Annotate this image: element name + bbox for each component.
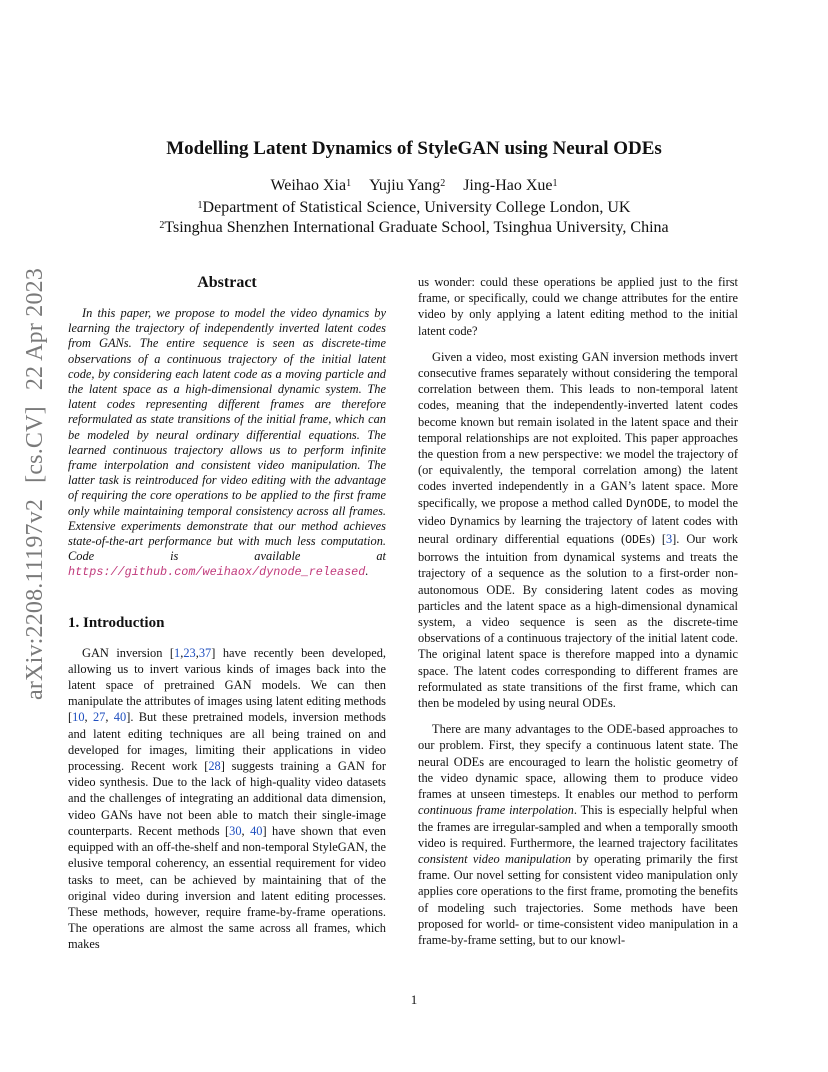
author-list (0, 176, 828, 196)
text: ] suggests training a GAN for video synthesis. Due to the lack of high-quality video datasets and the challenges of integrating an additional data dimension, video GANs have not been able to match their single-image counterparts. Recent methods [ (68, 759, 386, 838)
affiliation-mark: 1 (552, 178, 558, 189)
citation[interactable]: 40 (113, 710, 127, 725)
author (463, 177, 557, 194)
abstract-body: In this paper, we propose to model the video dynamics by learning the trajectory of independently inverted latent codes from GANs. The entire sequence is seen as discrete-time observations of a continuous trajectory of the initial latent code, by considering each latent code as a moving particle and the latent space as a high-dimensional dynamic system. The latent codes representing different frames are therefore reformulated as state transitions of the initial frame, which can be modeled by neural ordinary differential equations. The learned continuous trajectory allows us to perform infinite frame interpolation and consistent video manipulation. The latter task is reintroduced for video editing with the advantage of requiring the core operations to be applied to the first frame only while maintaining temporal consistency across all frames. Extensive experiments demonstrate that our method achieves state-of-the-art performance but with much less computation. Code is available at (68, 306, 386, 564)
paragraph (418, 349, 738, 711)
paragraph (418, 721, 738, 948)
arxiv-date: 22 Apr 2023 (22, 267, 48, 391)
affiliation-text: Department of Statistical Science, University College London, UK (202, 199, 631, 216)
abstract-text (68, 306, 386, 581)
method-name: Dyn (449, 515, 471, 529)
affiliation (0, 198, 828, 218)
affiliation-mark: 2 (159, 220, 165, 231)
text: . This is especially helpful when the frames are irregular-sampled and when a temporally smooth video is required. Furthermore, the learned trajectory facilitates (418, 803, 738, 850)
text: ] have shown that even equipped with an off-the-shelf and non-temporal StyleGAN, the elusive temporal coherency, an essential requirement for video tasks to meet, can be achieved by maintaining that of the original video during inversion and latent editing processes. These methods, however, require frame-by-frame operations. The operations are almost the same across all frames, which makes (68, 823, 386, 952)
page-number: 1 (410, 992, 418, 1007)
citation[interactable]: 1 (174, 645, 181, 660)
text: GAN inversion [ (82, 645, 175, 660)
arxiv-identifier-stamp (22, 240, 48, 700)
affiliation-mark: 1 (197, 200, 203, 211)
author-name: Weihao Xia (270, 177, 347, 194)
affiliation-mark: 1 (346, 178, 352, 189)
author-name: Yujiu Yang (369, 177, 441, 194)
right-column (418, 274, 738, 958)
citation[interactable]: 23 (183, 645, 196, 660)
emphasis: consistent video manipulation (418, 851, 572, 866)
text: ]. Our work borrows the intuition from dynamical systems and treats the trajectory of a sequence as the solution to a first-order non-autonomous ODE. By considering latent codes as moving particles and the latent space as a high-dimensional dynamical system, a video sequence is seen as the discrete-time observations of a continuous trajectory of the initial latent code. The original latent space is therefore mapped into a dynamic space. The latent codes corresponding to different frames are reformulated as state transitions of the first frame, which can then be modeled by using neural ODEs. (418, 532, 738, 711)
citation[interactable]: 3 (665, 532, 673, 547)
author (369, 177, 445, 194)
arxiv-category: [cs.CV] (22, 406, 48, 483)
affiliation (0, 218, 828, 238)
abstract-end: . (365, 564, 369, 579)
left-column (68, 272, 386, 963)
paragraph: GAN inversion [1,23,37] have recently been developed, allowing us to invert various kinds of images back into the latent space of pretrained GAN models. We can then manipulate the attributes of images using latent editing methods [10, 27, 40]. But these pretrained models, inversion methods and latent editing techniques are all being trained on and developed for images, limiting their applications in video processing. Recent work [28] suggests training a GAN for video synthesis. Due to the lack of high-quality video datasets and the challenges of integrating an additional data dimension, video GANs have not been able to match their single-image counterparts. Recent methods [30, 40] have shown that even equipped with an off-the-shelf and non-temporal StyleGAN, the elusive temporal coherency, an essential requirement for video tasks to meet, can be achieved by maintaining that of the original video during inversion and latent editing processes. These methods, however, require frame-by-frame operations. The operations are almost the same across all frames, which makes (68, 645, 386, 952)
citation[interactable]: 30 (229, 823, 242, 838)
emphasis: continuous frame interpolation (418, 803, 574, 818)
affiliation-text: Tsinghua Shenzhen International Graduate School, Tsinghua University, China (164, 219, 669, 236)
text: ] have recently been developed, allowing us to invert various kinds of images back into the latent space of pretrained GAN models. We can then manipulate the attributes of images using latent editing methods [ (68, 645, 386, 725)
text: , to model the video (418, 495, 738, 528)
citation[interactable]: 27 (92, 710, 106, 725)
text: s) [ (645, 532, 666, 547)
author (270, 177, 351, 194)
citation[interactable]: 37 (198, 645, 212, 660)
text: Given a video, most existing GAN inversion methods invert consecutive frames separately without considering the temporal correlation between them. This leads to non-temporal latent codes, meaning that the independently-inverted latent codes become known but remain isolated in the latent space and their temporal relationships are not exploited. This paper approaches the question from a new perspective: we model the trajectory of (or equivalently, the temporal correlation among) the latent codes inverted independently in a GAN’s latent space. More specifically, we propose a method called (418, 349, 738, 510)
author-name: Jing-Hao Xue (463, 177, 553, 194)
citation[interactable]: 10 (72, 710, 85, 725)
affiliation-mark: 2 (440, 178, 446, 189)
section-heading: 1. Introduction (68, 614, 165, 631)
text: There are many advantages to the ODE-based approaches to our problem. First, they specify a continuous latent state. The neural ODEs are encouraged to learn the holistic geometry of the video dynamic space, allowing them to produce video frames at unseen timesteps. It enables our method to perform (418, 722, 738, 802)
method-name: DynODE (626, 497, 668, 511)
text: by operating primarily the first frame. Our novel setting for consistent video manipulation only applies core operations to the first frame, promoting the benefits of modeling such trajectories. Some methods have been proposed for world- or time-consistent video manipulation in a frame-by-frame setting, but to our knowl- (418, 851, 738, 947)
paragraph: us wonder: could these operations be applied just to the first frame, or specifically, could we change attributes for the entire video by only applying a latent editing method to the initial latent code? (418, 275, 738, 338)
citation[interactable]: 28 (208, 759, 221, 774)
method-name: ODE (625, 534, 646, 548)
citation[interactable]: 40 (250, 823, 263, 838)
text: amics by learning the trajectory of latent codes with neural ordinary differential equations ( (418, 513, 738, 547)
paper-title: Modelling Latent Dynamics of StyleGAN using Neural ODEs (166, 138, 662, 159)
code-link[interactable]: https://github.com/weihaox/dynode_released (68, 565, 366, 580)
abstract-heading: Abstract (197, 274, 257, 291)
text: ]. But these pretrained models, inversion methods and latent editing techniques are all being trained on and developed for images, limiting their applications in video processing. Recent work [ (68, 710, 386, 774)
arxiv-id: arXiv:2208.11197v2 (22, 498, 48, 700)
